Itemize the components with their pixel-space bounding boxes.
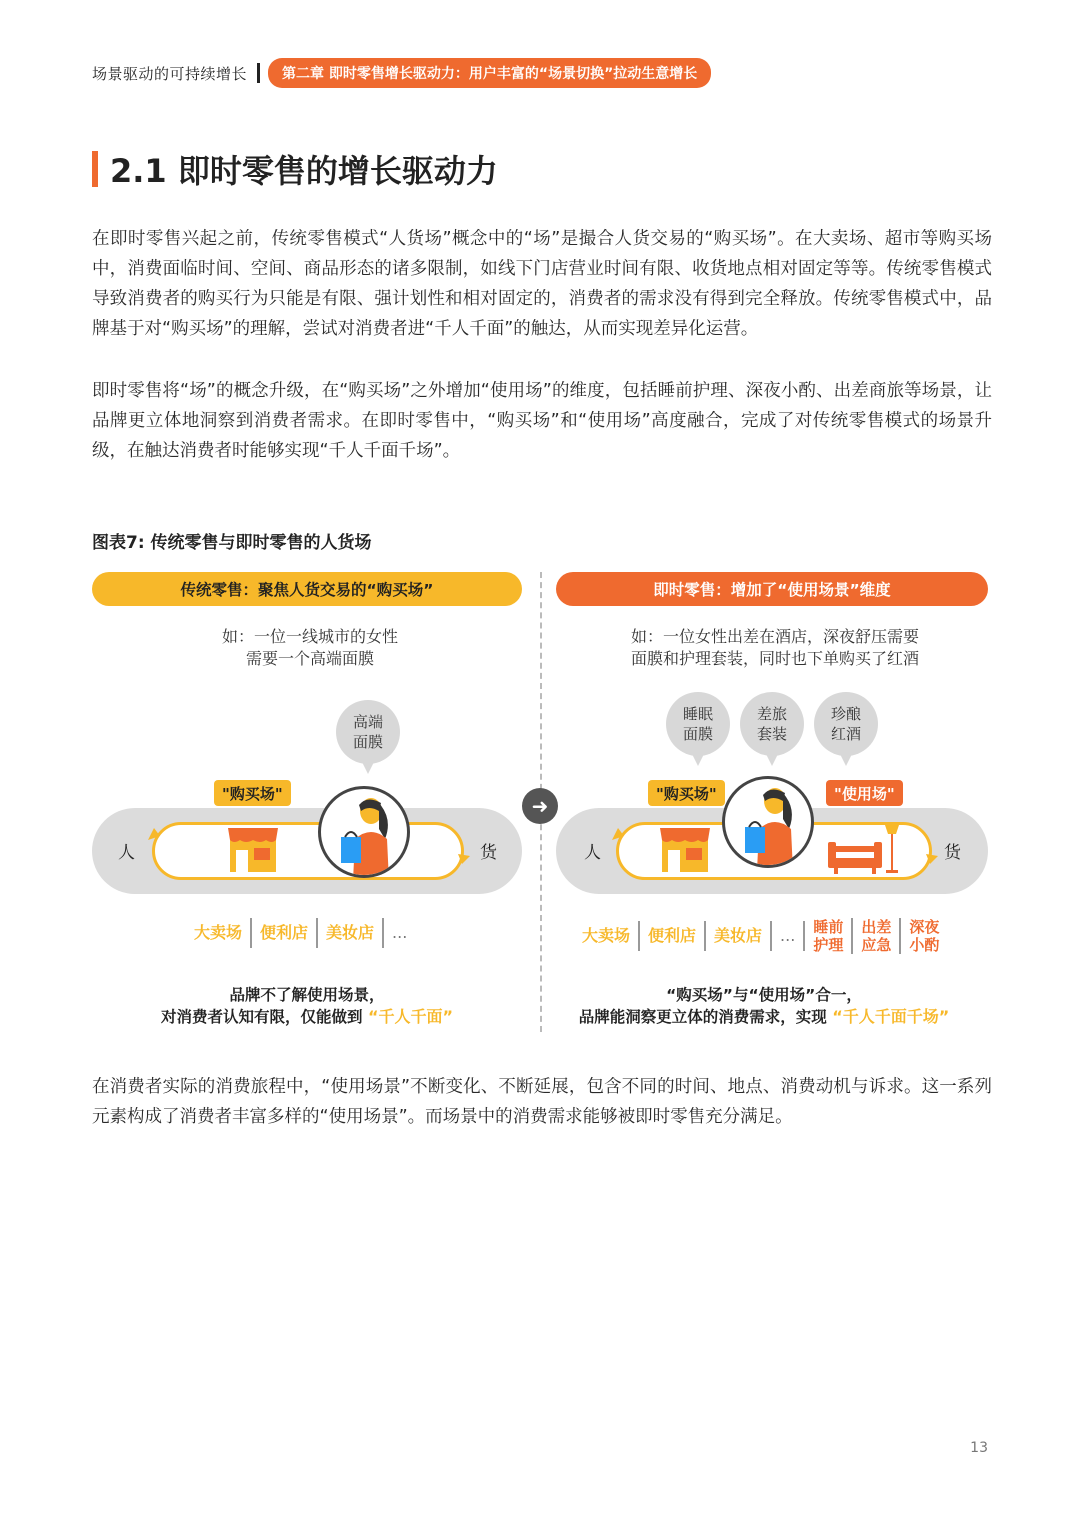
traditional-example-line-1: 如：一位一线城市的女性 — [221, 627, 398, 646]
transition-arrow-icon: ➜ — [522, 788, 558, 824]
store-icon — [658, 824, 712, 874]
instant-conclusion-highlight: “千人千面千场” — [832, 1007, 950, 1026]
paragraph-1: 在即时零售兴起之前，传统零售模式“人货场”概念中的“场”是撮合人货交易的“购买场”。在大卖场、超市等购买场中，消费面临时间、空间、商品形态的诸多限制，如线下门店营业时间有限、收货地点相对固定等等。传统零售模式导致消费者的购买行为只能是有限、强计划性和相对固定的，消费者的需求没有得到完全释放。传统零售模式中，品牌基于对“购买场”的理解，尝试对消费者进“千人千面”的触达，从而实现差异化运营。 — [92, 229, 992, 339]
paragraph-3: 在消费者实际的消费旅程中，“使用场景”不断变化、不断延展，包含不同的时间、地点、消费动机与诉求。这一系列元素构成了消费者丰富多样的“使用场景”。而场景中的消费需求能够被即时零售充分满足。 — [92, 1077, 992, 1127]
traditional-loop — [152, 822, 464, 880]
person-label: 人 — [584, 843, 601, 863]
bubble-line-2: 面膜 — [352, 733, 383, 751]
scene-line-2: 应急 — [861, 936, 892, 954]
purchase-scene-tag: "购买场" — [214, 780, 291, 806]
channel-beauty-store: 美妆店 — [706, 921, 772, 951]
loop-arrow-icon — [456, 850, 472, 866]
scene-line-1: 睡前 — [813, 918, 844, 936]
traditional-retail-heading: 传统零售：聚焦人货交易的“购买场” — [92, 572, 522, 606]
channel-convenience-store: 便利店 — [640, 921, 706, 951]
channel-hypermarket: 大卖场 — [186, 918, 252, 948]
header-separator — [257, 63, 260, 83]
scene-bedtime-care — [805, 918, 853, 954]
section-title — [92, 146, 498, 192]
need-bubble-sleep-mask — [666, 692, 730, 756]
bubble-line-1: 珍酿 — [830, 705, 861, 723]
paragraph-2: 即时零售将“场”的概念升级，在“购买场”之外增加“使用场”的维度，包括睡前护理、深夜小酌、出差商旅等场景，让品牌更立体地洞察到消费者需求。在即时零售中，“购买场”和“使用场”高度融合，完成了对传统零售模式的场景升级，在触达消费者时能够实现“千人千面千场”。 — [92, 381, 992, 461]
scene-business-trip — [853, 918, 901, 954]
scene-line-1: 深夜 — [909, 918, 940, 936]
goods-label: 货 — [944, 843, 961, 863]
header-book-title: 场景驱动的可持续增长 — [92, 64, 248, 83]
channel-hypermarket: 大卖场 — [574, 921, 640, 951]
loop-arrow-icon — [146, 826, 162, 842]
instant-conclusion-text: 品牌能洞察更立体的消费需求，实现 — [578, 1008, 827, 1026]
title-accent-bar — [92, 151, 98, 187]
instant-retail-heading: 即时零售：增加了“使用场景”维度 — [556, 572, 988, 606]
channel-beauty-store: 美妆店 — [318, 918, 384, 948]
bubble-line-2: 面膜 — [682, 725, 713, 743]
header-chapter-pill: 第二章 即时零售增长驱动力：用户丰富的“场景切换”拉动生意增长 — [268, 58, 711, 88]
purchase-scene-tag: "购买场" — [648, 780, 725, 806]
bubble-line-2: 红酒 — [830, 725, 861, 743]
shopper-avatar — [318, 786, 410, 878]
traditional-conclusion-highlight: “千人千面” — [367, 1007, 453, 1026]
channel-more: ... — [772, 921, 805, 951]
bubble-line-2: 套装 — [756, 725, 787, 743]
shopper-avatar — [722, 776, 814, 868]
sofa-lamp-icon — [828, 818, 902, 876]
instant-conclusion — [548, 984, 980, 1028]
instant-conclusion-line-1: “购买场”与“使用场”合一， — [666, 986, 862, 1004]
loop-arrow-icon — [924, 850, 940, 866]
traditional-conclusion-line-1: 品牌不了解使用场景， — [229, 986, 385, 1004]
instant-example-line-1: 如：一位女性出差在酒店，深夜舒压需要 — [630, 627, 919, 646]
scene-line-1: 出差 — [861, 918, 892, 936]
figure-title: 图表7: 传统零售与即时零售的人货场 — [92, 533, 372, 553]
person-label: 人 — [118, 843, 135, 863]
need-bubble-travel-kit — [740, 692, 804, 756]
goods-label: 货 — [480, 843, 497, 863]
channel-more: ... — [392, 923, 408, 942]
store-icon — [226, 824, 280, 874]
scene-late-night-drink — [901, 918, 947, 954]
bubble-line-1: 睡眠 — [682, 705, 713, 723]
bubble-line-1: 差旅 — [756, 705, 787, 723]
instant-channels — [574, 918, 947, 954]
traditional-channels — [186, 918, 415, 948]
instant-conclusion-line-2 — [548, 1006, 980, 1028]
running-header — [92, 58, 711, 88]
bubble-line-1: 高端 — [352, 713, 383, 731]
traditional-conclusion-text: 对消费者认知有限，仅能做到 — [161, 1008, 363, 1026]
loop-arrow-icon — [610, 826, 626, 842]
instant-example-line-2: 面膜和护理套装，同时也下单购买了红酒 — [630, 649, 919, 668]
usage-scene-tag: "使用场" — [826, 780, 903, 806]
need-bubble-red-wine — [814, 692, 878, 756]
section-title-text: 2.1 即时零售的增长驱动力 — [110, 152, 498, 190]
traditional-conclusion — [92, 984, 522, 1028]
traditional-conclusion-line-2 — [92, 1006, 522, 1028]
traditional-example — [150, 626, 470, 670]
channel-convenience-store: 便利店 — [252, 918, 318, 948]
scene-line-2: 小酌 — [909, 936, 940, 954]
page-number: 13 — [970, 1440, 988, 1456]
need-bubble-premium-mask — [336, 700, 400, 764]
scene-line-2: 护理 — [813, 936, 844, 954]
traditional-example-line-2: 需要一个高端面膜 — [245, 649, 374, 668]
instant-example — [590, 626, 960, 670]
